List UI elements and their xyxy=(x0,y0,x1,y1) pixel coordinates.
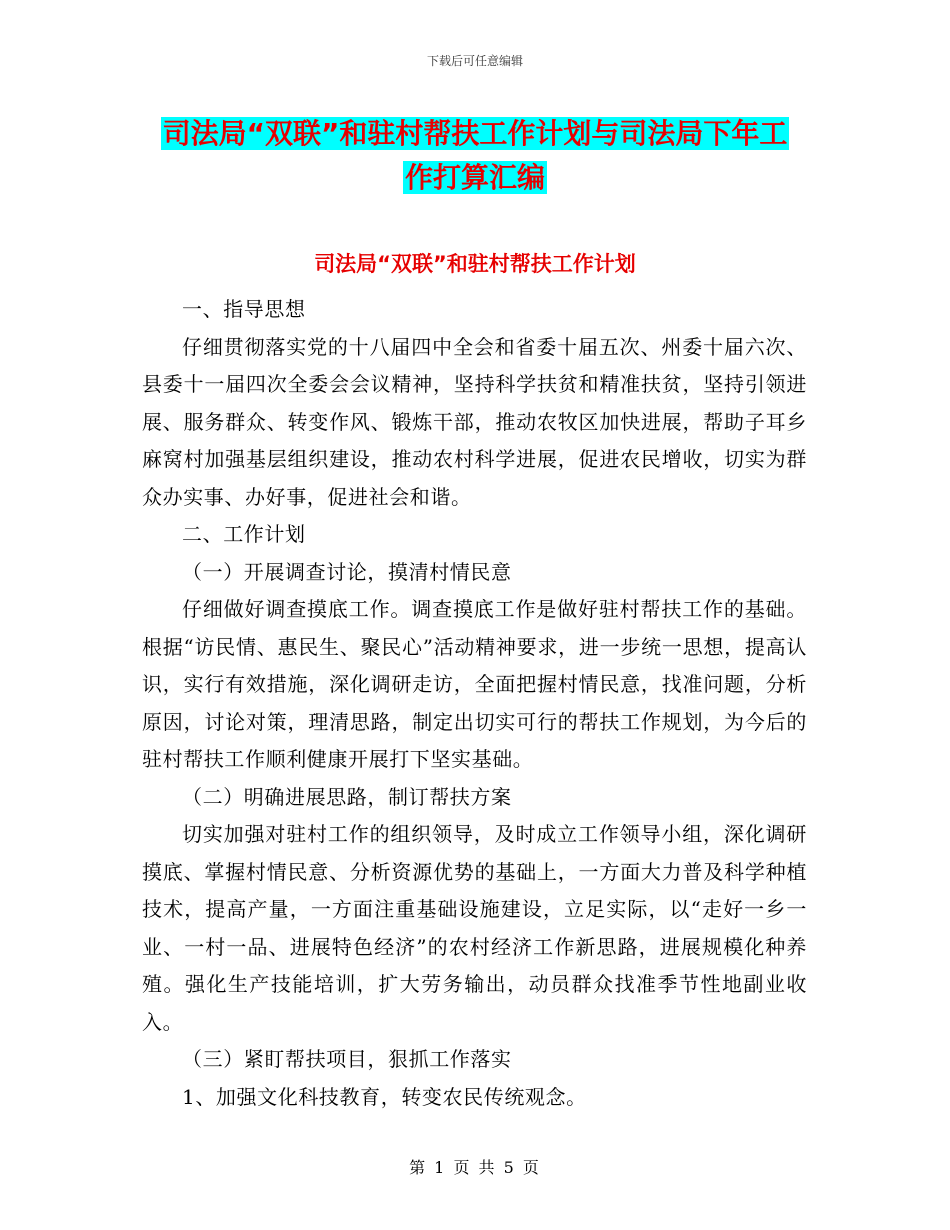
subheading: （一）开展调查讨论，摸清村情民意 xyxy=(182,559,512,584)
paragraph: 1、加强文化科技教育，转变农民传统观念。 xyxy=(182,1084,587,1109)
paragraph: 仔细贯彻落实党的十八届四中全会和省委十届五次、州委十届六次、县委十一届四次全委会会议精神，坚持科学扶贫和精准扶贫，坚持引领进展、服务群众、转变作风、锻炼干部，推动农牧区加快进展，帮助子耳乡麻窝村加强基层组织建设，推动农村科学进展，促进农民增收，切实为群众办实事、办好事，促进社会和谐。 xyxy=(142,334,807,509)
header-note: 下载后可任意编辑 xyxy=(426,54,523,68)
heading-work-plan: 二、工作计划 xyxy=(182,522,306,546)
heading-guiding-thought: 一、指导思想 xyxy=(182,297,306,321)
document-body xyxy=(142,291,807,1116)
subheading: （三）紧盯帮扶项目，狠抓工作落实 xyxy=(182,1047,512,1071)
title-line-1: 司法局“双联”和驻村帮扶工作计划与司法局下年工 xyxy=(162,117,788,150)
subheading: （二）明确进展思路，制订帮扶方案 xyxy=(182,784,512,809)
section-title: 司法局“双联”和驻村帮扶工作计划 xyxy=(314,252,636,276)
page-footer: 第 1 页 共 5 页 xyxy=(409,1158,541,1177)
title-line-2: 作打算汇编 xyxy=(404,161,545,194)
paragraph: 仔细做好调查摸底工作。调查摸底工作是做好驻村帮扶工作的基础。根据“访民情、惠民生、聚民心”活动精神要求，进一步统一思想，提高认识，实行有效措施，深化调研走访，全面把握村情民意，找准问题，分析原因，讨论对策，理清思路，制定出切实可行的帮扶工作规划，为今后的驻村帮扶工作顺利健康开展打下坚实基础。 xyxy=(142,597,807,771)
paragraph: 切实加强对驻村工作的组织领导，及时成立工作领导小组，深化调研摸底、掌握村情民意、分析资源优势的基础上，一方面大力普及科学种植技术，提高产量，一方面注重基础设施建设，立足实际，以“走好一乡一业、一村一品、进展特色经济”的农村经济工作新思路，进展规模化种养殖。强化生产技能培训，扩大劳务输出，动员群众找准季节性地副业收入。 xyxy=(142,822,807,1034)
document-title xyxy=(0,112,950,200)
